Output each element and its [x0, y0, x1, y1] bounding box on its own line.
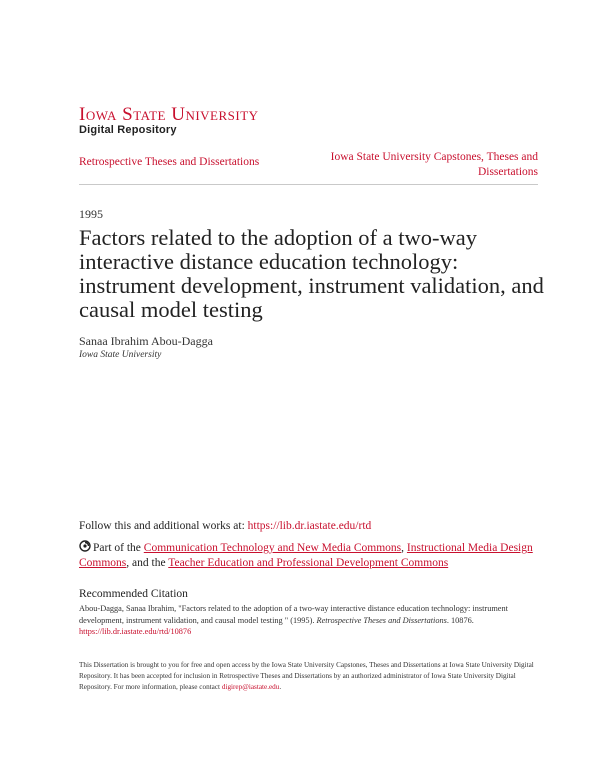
part-of-prefix: Part of the	[93, 542, 144, 554]
commons-link-instructional[interactable]: Instructional Media Design Commons	[79, 542, 533, 569]
follow-text: Follow this and additional works at:	[79, 520, 248, 532]
part-of-sep1: ,	[401, 542, 407, 554]
citation-heading: Recommended Citation	[79, 588, 188, 600]
follow-line	[79, 520, 371, 532]
document-title: Factors related to the adoption of a two-way interactive distance education technology: instrument development, instrument validation, and causal model testing	[79, 225, 544, 322]
author-name: Sanaa Ibrahim Abou-Dagga	[79, 334, 213, 348]
follow-link[interactable]: https://lib.dr.iastate.edu/rtd	[247, 520, 372, 532]
university-logo	[79, 105, 259, 137]
author-affiliation: Iowa State University	[79, 350, 162, 360]
footer-text: This Dissertation is brought to you for free and open access by the Iowa State University Capstones, Theses and Dissertations at Iowa State University Digital Repository. It has been accepted for inclusion in Retrospective Theses and Dissertations by an authorized administrator of Iowa State University Digital Repository. For more information, please contact	[79, 661, 534, 691]
series-link-capstones[interactable]: Iowa State University Capstones, Theses and Dissertations	[330, 151, 538, 178]
contact-email-link[interactable]: digirep@iastate.edu	[221, 683, 280, 691]
header-divider	[79, 184, 538, 185]
citation-series: Retrospective Theses and Dissertations	[316, 615, 447, 625]
footer-end: .	[279, 683, 282, 691]
citation-number: . 10876.	[446, 615, 474, 625]
commons-link-teacher-education[interactable]: Teacher Education and Professional Development Commons	[168, 557, 449, 569]
footer-notice	[79, 660, 539, 693]
logo-repository-name: Digital Repository	[79, 124, 177, 136]
citation-text: Abou-Dagga, Sanaa Ibrahim, "Factors related to the adoption of a two-way interactive distance education technology: instrument development, instrument validation, and causal model testing " (1995).	[79, 604, 508, 625]
part-of-line	[79, 540, 549, 571]
open-access-icon	[79, 540, 91, 552]
publication-year: 1995	[79, 207, 103, 221]
part-of-sep2: , and the	[126, 557, 169, 569]
citation-body	[79, 603, 539, 638]
commons-link-communication[interactable]: Communication Technology and New Media Commons	[143, 542, 402, 554]
citation-link[interactable]: https://lib.dr.iastate.edu/rtd/10876	[79, 627, 192, 636]
logo-university-name: Iowa State University	[79, 104, 259, 125]
series-link-retrospective[interactable]: Retrospective Theses and Dissertations	[79, 156, 260, 168]
